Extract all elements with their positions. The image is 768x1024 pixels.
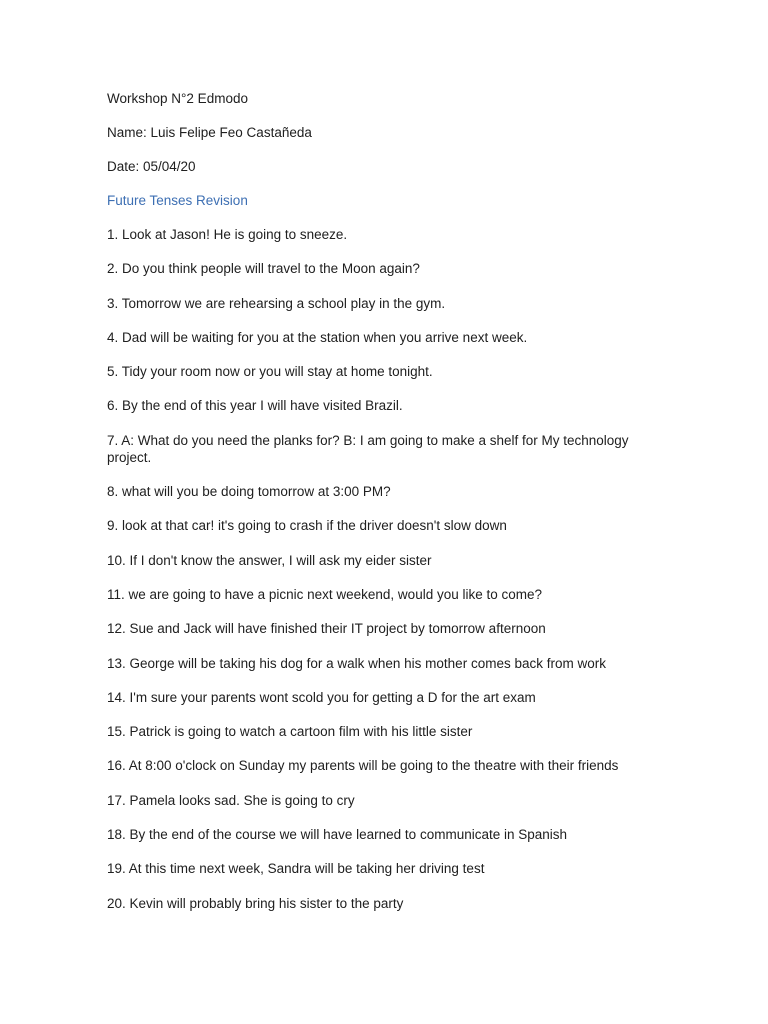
- answer-item: 19. At this time next week, Sandra will be taking her driving test: [107, 861, 485, 877]
- answer-item: 16. At 8:00 o'clock on Sunday my parents will be going to the theatre with their friends: [107, 758, 619, 774]
- document-date: Date: 05/04/20: [107, 159, 196, 174]
- answer-item: 14. I'm sure your parents wont scold you for getting a D for the art exam: [107, 689, 536, 705]
- document-title: Workshop N°2 Edmodo: [107, 91, 248, 106]
- answer-item: 3. Tomorrow we are rehearsing a school play in the gym.: [107, 295, 446, 311]
- answer-list: [107, 226, 667, 912]
- answer-item: 5. Tidy your room now or you will stay at home tonight.: [107, 364, 433, 380]
- document-page: [107, 90, 667, 929]
- answer-item: 12. Sue and Jack will have finished their IT project by tomorrow afternoon: [107, 621, 546, 637]
- answer-item: 10. If I don't know the answer, I will ask my eider sister: [107, 552, 432, 568]
- answer-item: 2. Do you think people will travel to the Moon again?: [107, 261, 420, 277]
- section-heading: Future Tenses Revision: [107, 193, 248, 208]
- answer-item: 8. what will you be doing tomorrow at 3:00 PM?: [107, 484, 391, 500]
- answer-item: 13. George will be taking his dog for a walk when his mother comes back from work: [107, 655, 606, 671]
- answer-item: 7. A: What do you need the planks for? B: I am going to make a shelf for My technology project.: [107, 432, 629, 465]
- answer-item: 9. look at that car! it's going to crash if the driver doesn't slow down: [107, 518, 507, 534]
- answer-item: 17. Pamela looks sad. She is going to cry: [107, 792, 355, 808]
- answer-item: 6. By the end of this year I will have visited Brazil.: [107, 398, 403, 414]
- answer-item: 4. Dad will be waiting for you at the station when you arrive next week.: [107, 329, 528, 345]
- student-name: Name: Luis Felipe Feo Castañeda: [107, 125, 312, 140]
- answer-item: 18. By the end of the course we will have learned to communicate in Spanish: [107, 827, 568, 843]
- answer-item: 1. Look at Jason! He is going to sneeze.: [107, 227, 348, 242]
- answer-item: 20. Kevin will probably bring his sister to the party: [107, 895, 404, 911]
- answer-item: 11. we are going to have a picnic next weekend, would you like to come?: [107, 586, 543, 602]
- answer-item: 15. Patrick is going to watch a cartoon film with his little sister: [107, 724, 473, 740]
